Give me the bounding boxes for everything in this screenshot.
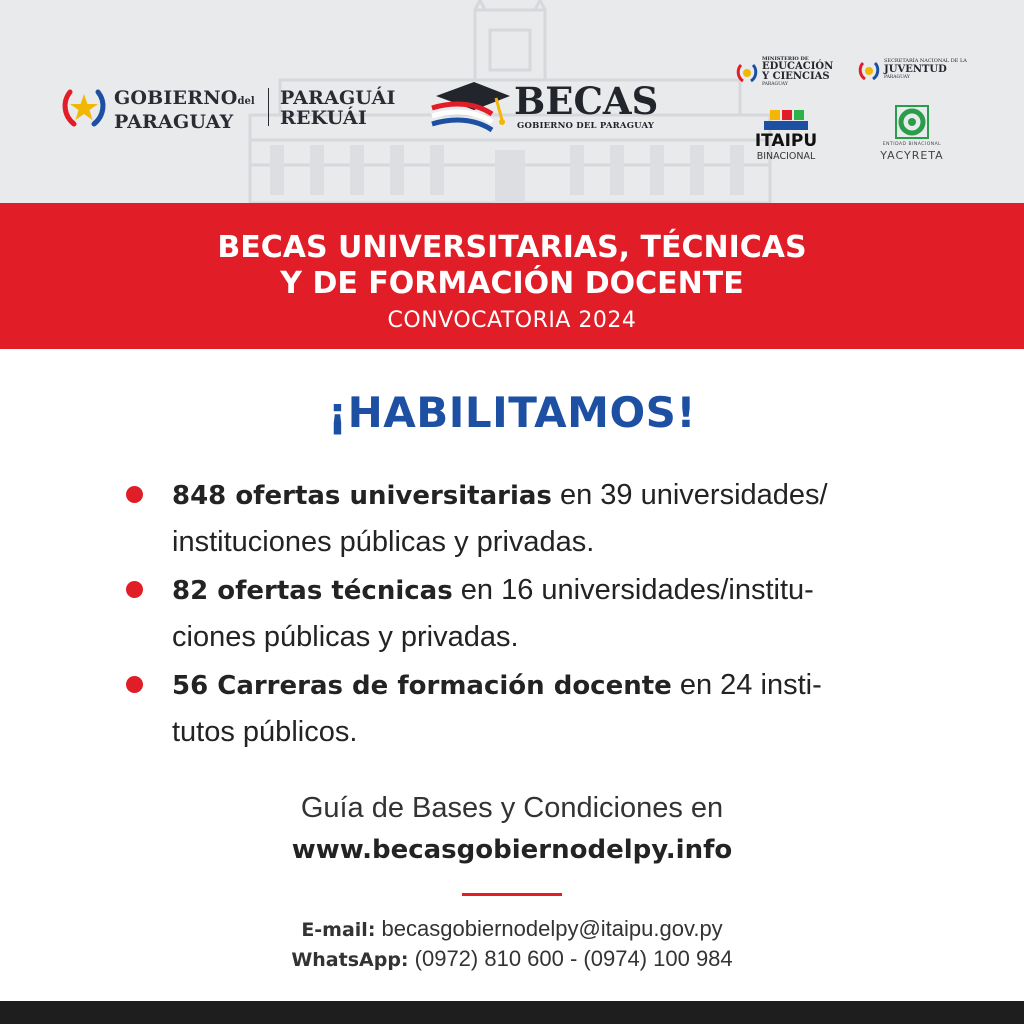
itaipu-name: ITAIPU — [754, 131, 818, 151]
footer-bar — [0, 1001, 1024, 1024]
offer-detail: en 24 insti- — [671, 669, 822, 701]
juventud-line2: JUVENTUD — [884, 64, 947, 75]
contact-whatsapp — [0, 944, 1024, 975]
juventud-line3: PARAGUAY — [884, 75, 910, 80]
list-item — [124, 472, 904, 565]
ministerio-educacion-logo — [736, 56, 846, 88]
list-item — [124, 662, 904, 755]
yacyreta-mark-icon — [895, 105, 929, 139]
ministerio-line1: MINISTERIO DE — [762, 56, 809, 62]
banner-title-line2: Y DE FORMACIÓN DOCENTE — [280, 266, 744, 301]
secretaria-juventud-logo — [858, 58, 978, 86]
header — [0, 0, 1024, 203]
headline: ¡HABILITAMOS! — [327, 388, 697, 437]
yacyreta-name: YACYRETA — [880, 149, 944, 162]
itaipu-binacional-logo — [748, 108, 824, 166]
banner-subtitle: CONVOCATORIA 2024 — [387, 308, 637, 333]
ministerio-line4: PARAGUAY — [762, 82, 788, 87]
offer-detail-line2: tutos públicos. — [172, 716, 358, 748]
bullet-dot-icon — [126, 676, 143, 693]
guide-text: Guía de Bases y Condiciones en — [300, 792, 724, 824]
gobierno-text: GOBIERNOdel PARAGUAY — [114, 87, 255, 133]
title-banner — [0, 203, 1024, 349]
guide-url-link[interactable]: www.becasgobiernodelpy.info — [291, 835, 733, 865]
yacyreta-pre: ENTIDAD BINACIONAL — [882, 142, 942, 147]
juventud-line1: SECRETARÍA NACIONAL DE LA — [884, 58, 967, 64]
itaipu-sub: BINACIONAL — [756, 151, 816, 162]
divider — [462, 893, 562, 896]
bullet-dot-icon — [126, 486, 143, 503]
offer-detail-line2: instituciones públicas y privadas. — [172, 526, 595, 558]
contact-email — [0, 914, 1024, 945]
graduation-cap-icon — [430, 80, 512, 136]
ministerio-line3: Y CIENCIAS — [762, 71, 830, 82]
ministry-seal-icon — [736, 62, 758, 84]
offer-highlight: 848 ofertas universitarias — [172, 481, 552, 511]
juventud-seal-icon — [858, 60, 880, 82]
becas-logo — [430, 80, 660, 136]
whatsapp-numbers[interactable]: (0972) 810 600 - (0974) 100 984 — [408, 946, 733, 971]
becas-wordmark: BECAS — [514, 79, 659, 123]
offer-highlight: 82 ofertas técnicas — [172, 576, 453, 606]
offer-highlight: 56 Carreras de formación docente — [172, 671, 672, 701]
itaipu-mark-icon — [748, 108, 824, 132]
slogan-text: PARAGUÁI REKUÁI — [280, 87, 396, 129]
banner-title-line1: BECAS UNIVERSITARIAS, TÉCNICAS — [217, 230, 807, 265]
email-link[interactable]: becasgobiernodelpy@itaipu.gov.py — [375, 916, 723, 941]
yacyreta-logo — [866, 105, 958, 163]
email-label: E-mail: — [301, 919, 376, 941]
bullet-dot-icon — [126, 581, 143, 598]
ministerio-line2: EDUCACIÓN — [762, 61, 834, 72]
logo-divider — [268, 88, 269, 126]
offer-detail: en 16 universidades/institu- — [452, 574, 814, 606]
offer-detail: en 39 universidades/ — [551, 479, 828, 511]
national-seal-icon — [60, 84, 108, 132]
gobierno-del-paraguay-logo — [60, 84, 400, 132]
whatsapp-label: WhatsApp: — [291, 949, 409, 971]
offers-list — [124, 472, 904, 757]
list-item — [124, 567, 904, 660]
offer-detail-line2: ciones públicas y privadas. — [172, 621, 519, 653]
becas-subtitle: GOBIERNO DEL PARAGUAY — [517, 121, 655, 131]
